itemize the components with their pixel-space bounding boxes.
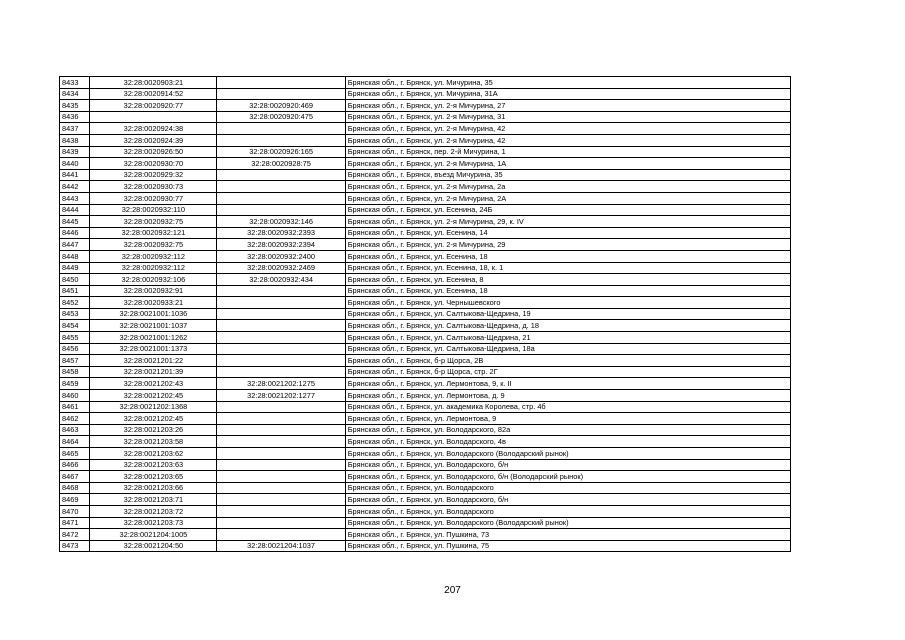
address-cell: Брянская обл., г. Брянск, ул. 2-я Мичурина, 27: [345, 100, 790, 112]
address-cell: Брянская обл., г. Брянск, ул. Володарского, 82а: [345, 424, 790, 436]
address-cell: Брянская обл., г. Брянск, ул. Салтыкова-Щедрина, 18а: [345, 343, 790, 355]
table-row: [60, 146, 791, 158]
cadastral-number-cell: 32:28:0021001:1036: [90, 308, 217, 320]
cadastral-number-cell: 32:28:0021204:50: [90, 540, 217, 552]
table-row: [60, 239, 791, 251]
related-cadastral-number-cell: 32:28:0020928:75: [217, 158, 345, 170]
row-number-cell: 8440: [60, 158, 90, 170]
row-number-cell: 8449: [60, 262, 90, 274]
row-number-cell: 8445: [60, 216, 90, 228]
address-cell: Брянская обл., г. Брянск, ул. Есенина, 18: [345, 285, 790, 297]
row-number-cell: 8469: [60, 494, 90, 506]
cadastral-number-cell: 32:28:0020932:75: [90, 216, 217, 228]
related-cadastral-number-cell: [217, 366, 345, 378]
related-cadastral-number-cell: [217, 134, 345, 146]
related-cadastral-number-cell: [217, 482, 345, 494]
related-cadastral-number-cell: 32:28:0020932:2393: [217, 227, 345, 239]
related-cadastral-number-cell: [217, 517, 345, 529]
table-row: [60, 471, 791, 483]
related-cadastral-number-cell: [217, 308, 345, 320]
row-number-cell: 8465: [60, 448, 90, 460]
related-cadastral-number-cell: [217, 505, 345, 517]
related-cadastral-number-cell: [217, 529, 345, 541]
address-cell: Брянская обл., г. Брянск, ул. 2-я Мичурина, 31: [345, 111, 790, 123]
table-row: [60, 378, 791, 390]
table-row: [60, 540, 791, 552]
related-cadastral-number-cell: [217, 169, 345, 181]
table-row: [60, 297, 791, 309]
row-number-cell: 8433: [60, 77, 90, 89]
row-number-cell: 8454: [60, 320, 90, 332]
address-cell: Брянская обл., г. Брянск, б-р Щорса, стр. 2Г: [345, 366, 790, 378]
cadastral-table: [59, 76, 791, 552]
related-cadastral-number-cell: [217, 401, 345, 413]
table-row: [60, 436, 791, 448]
related-cadastral-number-cell: [217, 88, 345, 100]
address-cell: Брянская обл., г. Брянск, ул. Есенина, 18: [345, 250, 790, 262]
row-number-cell: 8446: [60, 227, 90, 239]
row-number-cell: 8443: [60, 192, 90, 204]
table-row: [60, 529, 791, 541]
table-row: [60, 482, 791, 494]
cadastral-number-cell: 32:28:0021001:1262: [90, 332, 217, 344]
table-row: [60, 250, 791, 262]
row-number-cell: 8438: [60, 134, 90, 146]
table-row: [60, 100, 791, 112]
table-row: [60, 413, 791, 425]
cadastral-number-cell: 32:28:0020932:91: [90, 285, 217, 297]
row-number-cell: 8471: [60, 517, 90, 529]
row-number-cell: 8441: [60, 169, 90, 181]
related-cadastral-number-cell: 32:28:0021202:1275: [217, 378, 345, 390]
address-cell: Брянская обл., г. Брянск, ул. Пушкина, 73: [345, 529, 790, 541]
address-cell: Брянская обл., г. Брянск, ул. Чернышевского: [345, 297, 790, 309]
cadastral-number-cell: 32:28:0020932:110: [90, 204, 217, 216]
table-row: [60, 181, 791, 193]
address-cell: Брянская обл., г. Брянск, ул. Пушкина, 75: [345, 540, 790, 552]
related-cadastral-number-cell: [217, 494, 345, 506]
row-number-cell: 8462: [60, 413, 90, 425]
related-cadastral-number-cell: [217, 332, 345, 344]
address-cell: Брянская обл., г. Брянск, ул. Володарского, б/н (Володарский рынок): [345, 471, 790, 483]
related-cadastral-number-cell: 32:28:0020932:146: [217, 216, 345, 228]
related-cadastral-number-cell: [217, 123, 345, 135]
cadastral-number-cell: 32:28:0020929:32: [90, 169, 217, 181]
address-cell: Брянская обл., г. Брянск, ул. 2-я Мичурина, 2А: [345, 192, 790, 204]
cadastral-number-cell: 32:28:0020903:21: [90, 77, 217, 89]
table-row: [60, 505, 791, 517]
related-cadastral-number-cell: [217, 77, 345, 89]
related-cadastral-number-cell: [217, 285, 345, 297]
address-cell: Брянская обл., г. Брянск, ул. Володарского, б/н: [345, 494, 790, 506]
row-number-cell: 8455: [60, 332, 90, 344]
address-cell: Брянская обл., г. Брянск, ул. Есенина, 8: [345, 274, 790, 286]
row-number-cell: 8473: [60, 540, 90, 552]
address-cell: Брянская обл., г. Брянск, ул. 2-я Мичурина, 2а: [345, 181, 790, 193]
related-cadastral-number-cell: 32:28:0021202:1277: [217, 390, 345, 402]
address-cell: Брянская обл., г. Брянск, ул. Салтыкова-Щедрина, 19: [345, 308, 790, 320]
related-cadastral-number-cell: 32:28:0020932:434: [217, 274, 345, 286]
table-row: [60, 332, 791, 344]
cadastral-number-cell: 32:28:0020930:73: [90, 181, 217, 193]
address-cell: Брянская обл., г. Брянск, ул. Володарского (Володарский рынок): [345, 517, 790, 529]
row-number-cell: 8467: [60, 471, 90, 483]
address-cell: Брянская обл., г. Брянск, ул. Лермонтова, д. 9: [345, 390, 790, 402]
table-row: [60, 77, 791, 89]
cadastral-number-cell: 32:28:0021203:71: [90, 494, 217, 506]
cadastral-number-cell: 32:28:0020933:21: [90, 297, 217, 309]
row-number-cell: 8470: [60, 505, 90, 517]
row-number-cell: 8460: [60, 390, 90, 402]
address-cell: Брянская обл., г. Брянск, ул. Володарского: [345, 505, 790, 517]
related-cadastral-number-cell: [217, 471, 345, 483]
cadastral-number-cell: 32:28:0021203:73: [90, 517, 217, 529]
cadastral-number-cell: 32:28:0021203:66: [90, 482, 217, 494]
row-number-cell: 8436: [60, 111, 90, 123]
table-row: [60, 192, 791, 204]
table-row: [60, 123, 791, 135]
table-row: [60, 401, 791, 413]
table-row: [60, 459, 791, 471]
address-cell: Брянская обл., г. Брянск, ул. Есенина, 14: [345, 227, 790, 239]
row-number-cell: 8444: [60, 204, 90, 216]
cadastral-number-cell: 32:28:0021202:45: [90, 390, 217, 402]
address-cell: Брянская обл., г. Брянск, ул. 2-я Мичурина, 42: [345, 123, 790, 135]
cadastral-number-cell: 32:28:0021202:45: [90, 413, 217, 425]
page-number: 207: [444, 585, 461, 596]
cadastral-number-cell: 32:28:0021202:43: [90, 378, 217, 390]
row-number-cell: 8439: [60, 146, 90, 158]
cadastral-number-cell: 32:28:0021001:1037: [90, 320, 217, 332]
address-cell: Брянская обл., г. Брянск, ул. Володарского, б/н: [345, 459, 790, 471]
table-row: [60, 274, 791, 286]
address-cell: Брянская обл., г. Брянск, ул. академика Королева, стр. 4б: [345, 401, 790, 413]
row-number-cell: 8450: [60, 274, 90, 286]
cadastral-number-cell: 32:28:0020924:38: [90, 123, 217, 135]
table-row: [60, 424, 791, 436]
related-cadastral-number-cell: [217, 459, 345, 471]
row-number-cell: 8459: [60, 378, 90, 390]
address-cell: Брянская обл., г. Брянск, ул. 2-я Мичурина, 29, к. IV: [345, 216, 790, 228]
table-row: [60, 343, 791, 355]
cadastral-number-cell: 32:28:0020932:106: [90, 274, 217, 286]
address-cell: Брянская обл., г. Брянск, ул. 2-я Мичурина, 1А: [345, 158, 790, 170]
table-row: [60, 227, 791, 239]
cadastral-number-cell: 32:28:0021201:39: [90, 366, 217, 378]
table-row: [60, 308, 791, 320]
table-row: [60, 134, 791, 146]
address-cell: Брянская обл., г. Брянск, б-р Щорса, 2В: [345, 355, 790, 367]
cadastral-number-cell: 32:28:0020930:70: [90, 158, 217, 170]
related-cadastral-number-cell: [217, 355, 345, 367]
row-number-cell: 8448: [60, 250, 90, 262]
row-number-cell: 8461: [60, 401, 90, 413]
cadastral-number-cell: [90, 111, 217, 123]
cadastral-number-cell: 32:28:0020932:75: [90, 239, 217, 251]
address-cell: Брянская обл., г. Брянск, ул. Володарского: [345, 482, 790, 494]
cadastral-number-cell: 32:28:0020932:121: [90, 227, 217, 239]
row-number-cell: 8464: [60, 436, 90, 448]
cadastral-number-cell: 32:28:0020932:112: [90, 262, 217, 274]
table-row: [60, 285, 791, 297]
row-number-cell: 8466: [60, 459, 90, 471]
address-cell: Брянская обл., г. Брянск, ул. Салтыкова-Щедрина, 21: [345, 332, 790, 344]
address-cell: Брянская обл., г. Брянск, ул. Мичурина, 35: [345, 77, 790, 89]
related-cadastral-number-cell: 32:28:0020932:2400: [217, 250, 345, 262]
row-number-cell: 8456: [60, 343, 90, 355]
address-cell: Брянская обл., г. Брянск, ул. Салтыкова-Щедрина, д. 18: [345, 320, 790, 332]
table-row: [60, 366, 791, 378]
cadastral-number-cell: 32:28:0020924:39: [90, 134, 217, 146]
table-row: [60, 355, 791, 367]
row-number-cell: 8463: [60, 424, 90, 436]
cadastral-number-cell: 32:28:0021001:1373: [90, 343, 217, 355]
table-row: [60, 517, 791, 529]
address-cell: Брянская обл., г. Брянск, ул. Есенина, 24Б: [345, 204, 790, 216]
table-row: [60, 88, 791, 100]
cadastral-number-cell: 32:28:0020920:77: [90, 100, 217, 112]
related-cadastral-number-cell: [217, 181, 345, 193]
row-number-cell: 8452: [60, 297, 90, 309]
related-cadastral-number-cell: [217, 343, 345, 355]
address-cell: Брянская обл., г. Брянск, ул. Лермонтова, 9: [345, 413, 790, 425]
address-cell: Брянская обл., г. Брянск, ул. Володарского (Володарский рынок): [345, 448, 790, 460]
related-cadastral-number-cell: 32:28:0020920:475: [217, 111, 345, 123]
row-number-cell: 8457: [60, 355, 90, 367]
related-cadastral-number-cell: [217, 297, 345, 309]
related-cadastral-number-cell: [217, 436, 345, 448]
row-number-cell: 8472: [60, 529, 90, 541]
related-cadastral-number-cell: [217, 192, 345, 204]
address-cell: Брянская обл., г. Брянск, ул. Мичурина, 31А: [345, 88, 790, 100]
cadastral-number-cell: 32:28:0020930:77: [90, 192, 217, 204]
cadastral-number-cell: 32:28:0021203:63: [90, 459, 217, 471]
related-cadastral-number-cell: [217, 448, 345, 460]
related-cadastral-number-cell: 32:28:0021204:1037: [217, 540, 345, 552]
row-number-cell: 8451: [60, 285, 90, 297]
address-cell: Брянская обл., г. Брянск, пер. 2-й Мичурина, 1: [345, 146, 790, 158]
row-number-cell: 8453: [60, 308, 90, 320]
cadastral-number-cell: 32:28:0021202:1368: [90, 401, 217, 413]
table-body: [60, 77, 791, 552]
cadastral-number-cell: 32:28:0020932:112: [90, 250, 217, 262]
cadastral-number-cell: 32:28:0021203:62: [90, 448, 217, 460]
row-number-cell: 8447: [60, 239, 90, 251]
table-row: [60, 204, 791, 216]
table-row: [60, 216, 791, 228]
address-cell: Брянская обл., г. Брянск, ул. Лермонтова, 9, к. II: [345, 378, 790, 390]
address-cell: Брянская обл., г. Брянск, ул. Есенина, 18, к. 1: [345, 262, 790, 274]
row-number-cell: 8437: [60, 123, 90, 135]
related-cadastral-number-cell: [217, 320, 345, 332]
cadastral-number-cell: 32:28:0021201:22: [90, 355, 217, 367]
related-cadastral-number-cell: 32:28:0020932:2394: [217, 239, 345, 251]
table-row: [60, 494, 791, 506]
related-cadastral-number-cell: [217, 413, 345, 425]
address-cell: Брянская обл., г. Брянск, ул. 2-я Мичурина, 29: [345, 239, 790, 251]
table-row: [60, 390, 791, 402]
cadastral-number-cell: 32:28:0021203:26: [90, 424, 217, 436]
cadastral-number-cell: 32:28:0021203:72: [90, 505, 217, 517]
row-number-cell: 8435: [60, 100, 90, 112]
related-cadastral-number-cell: [217, 424, 345, 436]
address-cell: Брянская обл., г. Брянск, ул. 2-я Мичурина, 42: [345, 134, 790, 146]
cadastral-number-cell: 32:28:0021203:58: [90, 436, 217, 448]
row-number-cell: 8458: [60, 366, 90, 378]
cadastral-number-cell: 32:28:0021204:1005: [90, 529, 217, 541]
related-cadastral-number-cell: 32:28:0020932:2469: [217, 262, 345, 274]
related-cadastral-number-cell: 32:28:0020926:165: [217, 146, 345, 158]
row-number-cell: 8468: [60, 482, 90, 494]
cadastral-number-cell: 32:28:0020914:52: [90, 88, 217, 100]
address-cell: Брянская обл., г. Брянск, ул. Володарского, 4в: [345, 436, 790, 448]
cadastral-number-cell: 32:28:0021203:65: [90, 471, 217, 483]
table-row: [60, 169, 791, 181]
table-row: [60, 111, 791, 123]
related-cadastral-number-cell: [217, 204, 345, 216]
table-row: [60, 158, 791, 170]
related-cadastral-number-cell: 32:28:0020920:469: [217, 100, 345, 112]
table-row: [60, 262, 791, 274]
address-cell: Брянская обл., г. Брянск, въезд Мичурина, 35: [345, 169, 790, 181]
row-number-cell: 8434: [60, 88, 90, 100]
row-number-cell: 8442: [60, 181, 90, 193]
table-row: [60, 448, 791, 460]
cadastral-number-cell: 32:28:0020926:50: [90, 146, 217, 158]
table-row: [60, 320, 791, 332]
